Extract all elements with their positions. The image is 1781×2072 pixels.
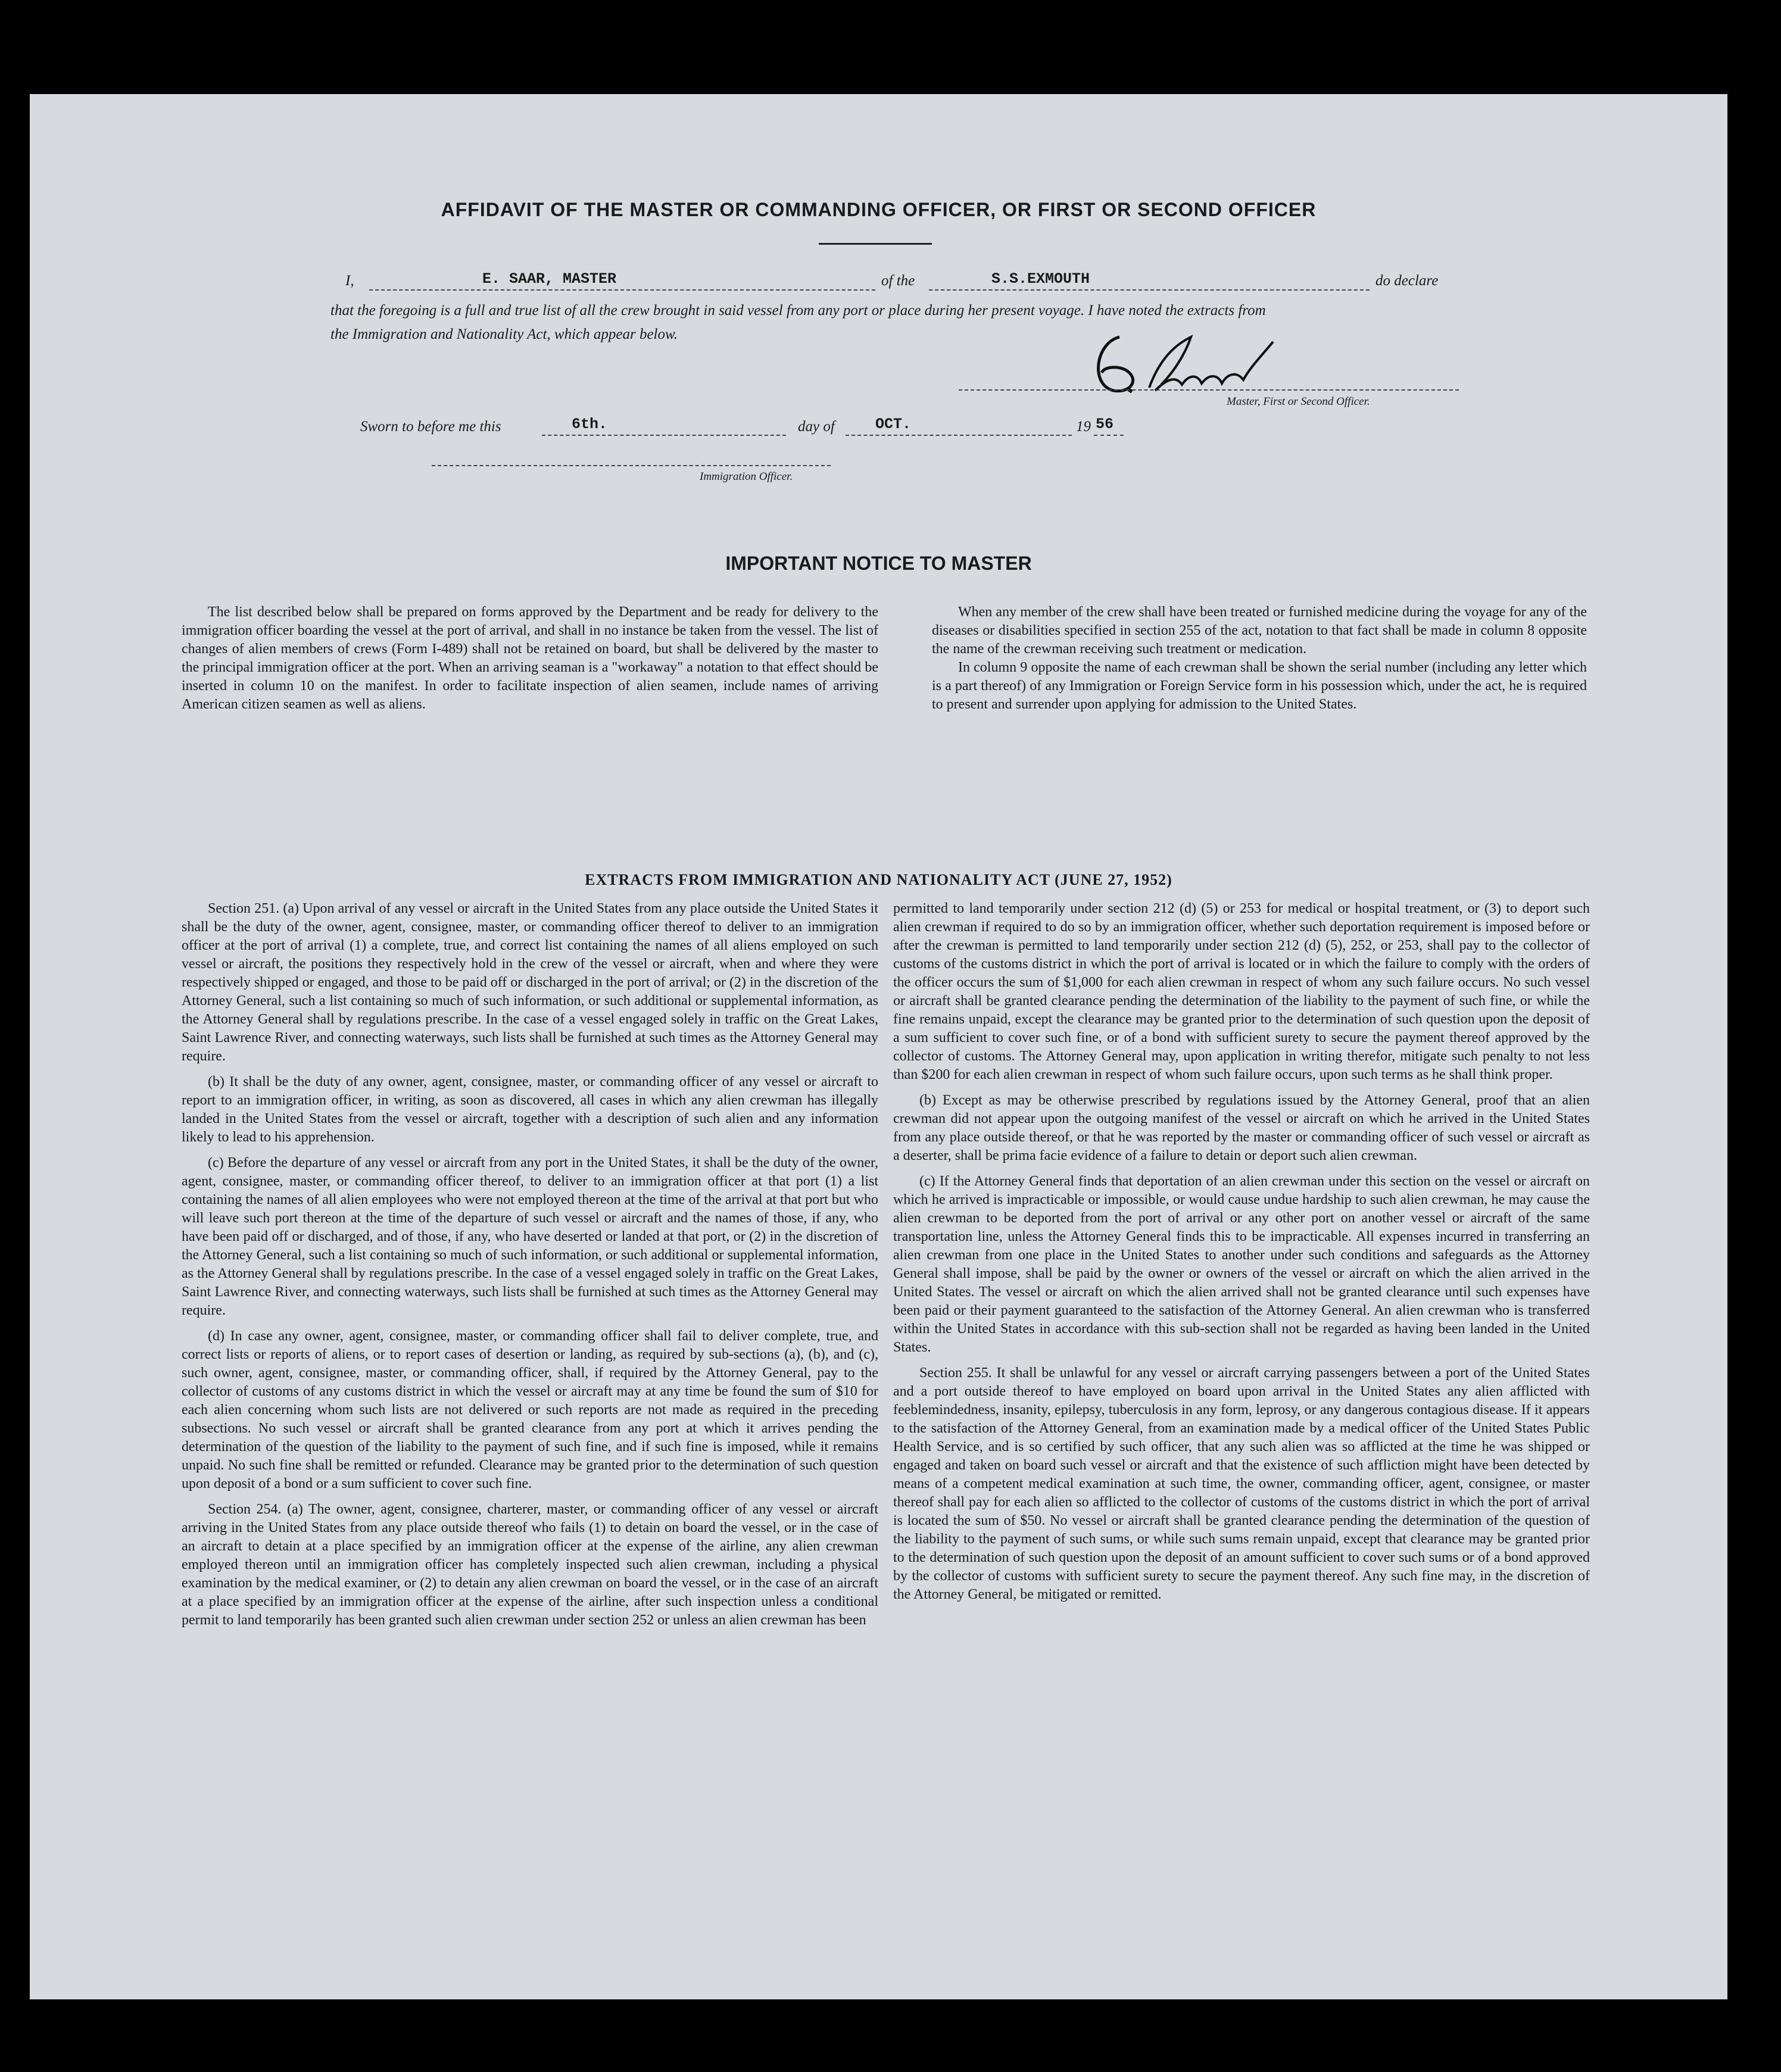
year-prefix: 19 [1076, 419, 1091, 435]
signature-line [959, 389, 1459, 391]
extract-right-3: Section 255. It shall be unlawful for any vessel or aircraft carrying passengers between a port of the United States and a port outside thereof to have employed on board upon arrival in the United States any alien afflicted with feeblemindedness, insanity, epilepsy, tuberculosis in any form, leprosy, or any dangerous contagious disease. If it appears to the satisfaction of the Attorney General, from an examination made by a medical officer of the United States Public Health Service, and is so certified by such officer, that any such alien was so afflicted at the time he was shipped or engaged and taken on board such vessel or aircraft and that the existence of such affliction might have been detected by means of a competent medical examination at such time, the owner, commanding officer, agent, consignee, or master thereof shall pay for each alien so afflicted to the collector of customs of the customs district in which the port of arrival is located the sum of $50. No vessel or aircraft shall be granted clearance pending the determination of the question of the liability to the payment of such sums, or while such sums remain unpaid, except that clearance may be granted prior to the determination of such question upon the deposit of an amount sufficient to cover such sums or of a bond approved by the collector of customs with sufficient surety to secure the payment thereof. Any such fine may, in the discretion of the Attorney General, be mitigated or remitted. [893, 1365, 1590, 1602]
do-declare-label: do declare [1375, 273, 1439, 289]
extracts-title: EXTRACTS FROM IMMIGRATION AND NATIONALITY ACT (JUNE 27, 1952) [585, 871, 1172, 888]
master-name-field [369, 270, 875, 291]
vessel-name-field [929, 270, 1370, 291]
immigration-officer-line [432, 465, 831, 466]
year-value: 56 [1096, 416, 1114, 433]
vessel-name-value: S.S.EXMOUTH [991, 270, 1090, 288]
sworn-day-value: 6th. [572, 416, 608, 433]
notice-right-paragraph-1: When any member of the crew shall have been treated or furnished medicine during the voyage for any of the diseases or disabilities specified in section 255 of the act, notation to that fact shall be made in column 8 opposite the name of the crewman receiving such treatment or medication. [932, 604, 1587, 657]
master-name-value: E. SAAR, MASTER [482, 270, 617, 288]
extract-left-0: Section 251. (a) Upon arrival of any vessel or aircraft in the United States from any place outside the United States it shall be the duty of the owner, agent, consignee, master, or commanding officer thereof to deliver to an immigration officer at the port of arrival (1) a complete, true, and correct list containing the names of all aliens employed on such vessel or aircraft, the positions they respectively hold in the crew of the vessel or aircraft, when and where they were respectively shipped or engaged, and those to be paid off or discharged in the port of arrival; or (2) in the discretion of the Attorney General, such a list containing so much of such information, or such additional or supplemental information, as the Attorney General shall by regulations prescribe. In the case of a vessel engaged solely in traffic on the Great Lakes, Saint Lawrence River, and connecting waterways, such lists shall be furnished at such times as the Attorney General may require. [182, 901, 878, 1064]
day-of-label: day of [798, 419, 835, 435]
notice-left-column [182, 603, 878, 721]
title-underline [819, 243, 932, 245]
of-the-label: of the [881, 273, 915, 289]
year-field [1094, 416, 1124, 436]
declaration-line-1: that the foregoing is a full and true list of all the crew brought in said vessel from any port or place during her present voyage. I have noted the extracts from [330, 302, 1266, 319]
notice-title: IMPORTANT NOTICE TO MASTER [725, 553, 1032, 574]
notice-right-paragraph-2: In column 9 opposite the name of each crewman shall be shown the serial number (including any letter which is a part thereof) of any Immigration or Foreign Service form in his possession which, under the act, he is required to present and surrender upon applying for admission to the United States. [932, 660, 1587, 712]
sworn-month-field [846, 416, 1072, 436]
extracts-left-column [182, 900, 878, 1637]
sworn-day-field [542, 416, 786, 436]
notice-right-column [932, 603, 1587, 721]
affidavit-title: AFFIDAVIT OF THE MASTER OR COMMANDING OFFICER, OR FIRST OR SECOND OFFICER [441, 199, 1317, 220]
document-page [30, 94, 1727, 1999]
prefix-i: I, [345, 273, 354, 289]
extract-right-0: permitted to land temporarily under section 212 (d) (5) or 253 for medical or hospital treatment, or (3) to deport such alien crewman if required to do so by an immigration officer, whether such deportation requirement is imposed before or after the crewman is permitted to land temporarily under section 212 (d) (5), 252, or 253, shall pay to the collector of customs of the customs district in which the port of arrival is located or in which the failure to comply with the orders of the officer occurs the sum of $1,000 for each alien crewman in respect of whom any such failure occurs. No such vessel or aircraft shall be granted clearance pending the determination of the liability to the payment of such fine, or while the fine remains unpaid, except the clearance may be granted prior to the determination of such question upon the deposit of a sum sufficient to cover such fine, or of a bond with sufficient surety to secure the payment thereof approved by the collector of customs. The Attorney General may, upon application in writing therefor, mitigate such penalty to not less than $200 for each alien crewman in respect of whom such failure occurs, upon such terms as he shall think proper. [893, 901, 1590, 1082]
extracts-right-column [893, 900, 1590, 1611]
notice-left-paragraph: The list described below shall be prepared on forms approved by the Department and be ready for delivery to the immigration officer boarding the vessel at the port of arrival, and shall in no instance be taken from the vessel. The list of changes of alien members of crews (Form I-489) shall not be retained on board, but shall be delivered by the master to the principal immigration officer at the port. When an arriving seaman is a "workaway" a notation to that effect should be inserted in column 10 on the manifest. In order to facilitate inspection of alien seamen, include names of arriving American citizen seamen as well as aliens. [182, 604, 878, 712]
sworn-label: Sworn to before me this [360, 419, 501, 435]
extract-left-4: Section 254. (a) The owner, agent, consignee, charterer, master, or commanding officer of any vessel or aircraft arriving in the United States from any place outside thereof who fails (1) to detain on board the vessel, or in the case of an aircraft to detain at a place specified by an immigration officer at the expense of the airline, any alien crewman employed thereon until an immigration officer has completely inspected such alien crewman, including a physical examination by the medical examiner, or (2) to detain any alien crewman on board the vessel, or in the case of an aircraft at a place specified by an immigration officer at the expense of the airline, after such inspection unless a conditional permit to land temporarily has been granted such alien crewman under section 252 or unless an alien crewman has been [182, 1502, 878, 1628]
extract-right-2: (c) If the Attorney General finds that deportation of an alien crewman under this section on the vessel or aircraft on which he arrived is impracticable or impossible, or would cause undue hardship to such alien crewman, he may cause the alien crewman to be deported from the port of arrival or any other port on another vessel or aircraft of the same transportation line, unless the Attorney General finds this to be impracticable. All expenses incurred in transferring an alien crewman from one place in the United States to another under such conditions and safeguards as the Attorney General shall impose, shall be paid by the owner or owners of the vessel or aircraft on which the alien arrived in the United States. The vessel or aircraft on which the alien arrived shall not be granted clearance until such expenses have been paid or their payment guaranteed to the satisfaction of the Attorney General. An alien crewman who is transferred within the United States in accordance with this sub-section shall not be regarded as having been landed in the United States. [893, 1174, 1590, 1355]
sworn-month-value: OCT. [875, 416, 912, 433]
extract-left-2: (c) Before the departure of any vessel or aircraft from any port in the United States, it shall be the duty of the owner, agent, consignee, master, or commanding officer thereof, to deliver to an immigration officer at that port (1) a list containing the names of all alien employees who were not employed thereon at the time of the arrival at that port but who will leave such port thereon at the time of the departure of such vessel or aircraft and the names of those, if any, who have been paid off or discharged, and of those, if any, who have deserted or landed at that port, or (2) in the discretion of the Attorney General, such a list containing so much of such information, or such additional or supplemental information, as the Attorney General shall by regulations prescribe. In the case of a vessel engaged solely in traffic on the Great Lakes, Saint Lawrence River, and connecting waterways, such lists shall be furnished at such times as the Attorney General may require. [182, 1155, 878, 1318]
extract-right-1: (b) Except as may be otherwise prescribed by regulations issued by the Attorney General, proof that an alien crewman did not appear upon the outgoing manifest of the vessel or aircraft on which he arrived in the United States from any place outside thereof, or that he was reported by the master or commanding officer of such vessel or aircraft as a deserter, shall be prima facie evidence of a failure to detain or deport such alien crewman. [893, 1093, 1590, 1163]
extract-left-3: (d) In case any owner, agent, consignee, master, or commanding officer shall fail to deliver complete, true, and correct lists or reports of aliens, or to report cases of desertion or landing, as required by sub-sections (a), (b), and (c), such owner, agent, consignee, master, or commanding officer, shall, if required by the Attorney General, pay to the collector of customs of any customs district in which the vessel or aircraft may at any time be found the sum of $10 for each alien concerning whom such lists are not delivered or such reports are not made as required in the preceding subsections. No such vessel or aircraft shall be granted clearance from any port at which it arrives pending the determination of the question of the liability to the payment of such fine, and if such fine is imposed, while it remains unpaid. No such fine shall be remitted or refunded. Clearance may be granted prior to the determination of such question upon deposit of a bond or a sum sufficient to cover such fine. [182, 1328, 878, 1491]
signature-caption: Master, First or Second Officer. [1227, 395, 1370, 408]
declaration-line-2: the Immigration and Nationality Act, which appear below. [330, 326, 678, 342]
extract-left-1: (b) It shall be the duty of any owner, agent, consignee, master, or commanding officer of any vessel or aircraft to report to an immigration officer, in writing, as soon as discovered, all cases in which any alien crewman has illegally landed in the United States from the vessel or aircraft, together with a description of such alien and any information likely to lead to his apprehension. [182, 1074, 878, 1145]
officer-caption: Immigration Officer. [700, 470, 793, 483]
